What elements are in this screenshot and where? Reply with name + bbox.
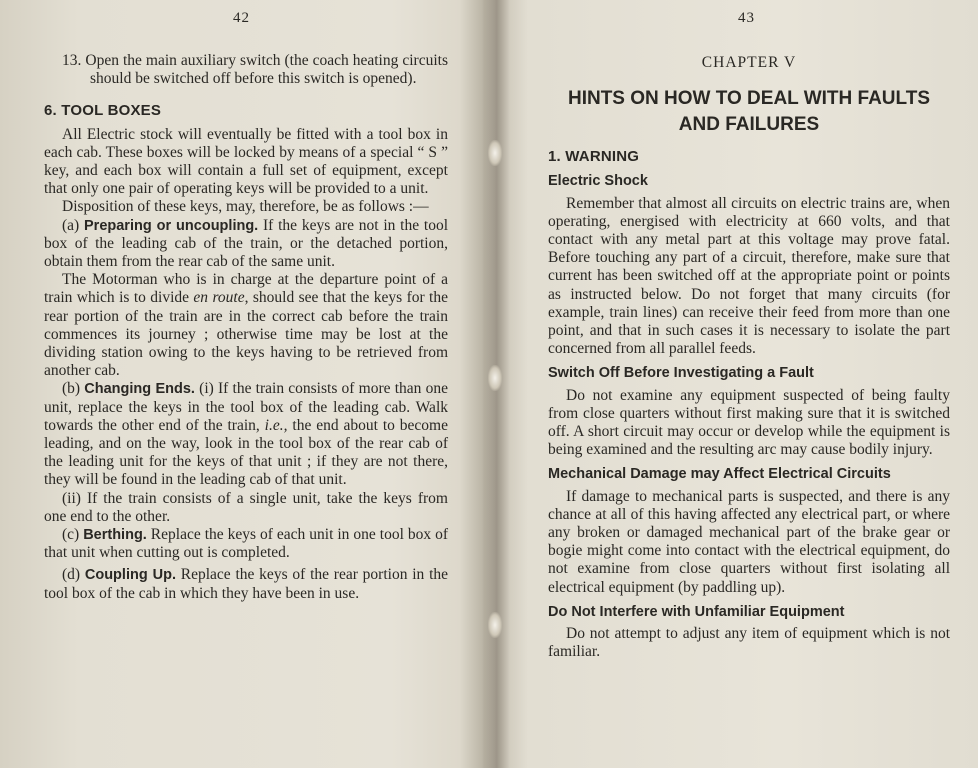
item-lead: Coupling Up. <box>84 567 176 584</box>
section-heading: 6. TOOL BOXES <box>44 102 162 120</box>
item-label: (d) <box>62 566 81 584</box>
item-13: 13. Open the main auxiliary switch (the coach heating circuits should be switched off before this switch is opened). <box>62 52 448 88</box>
chapter-title <box>548 86 950 138</box>
paragraph: Do not examine any equipment suspected of being faulty from close quarters without first making sure that it is switched off. A short circuit may occur or develop while the equipment is being examined and the resulting arc may cause bodily injury. <box>548 386 950 459</box>
subheading: Switch Off Before Investigating a Fault <box>548 365 814 382</box>
paragraph: Do not attempt to adjust any item of equipment which is not familiar. <box>548 625 950 661</box>
left-page <box>0 0 480 768</box>
item-label: (a) <box>62 216 80 234</box>
item-a <box>44 217 448 272</box>
text-run: , should see that the keys for the rear portion of the train are in the correct cab before the train commences its journey ; otherwise time may be lost at the dividing station owing to the keys having to be retrieved from another cab. <box>44 289 448 380</box>
right-page <box>510 0 978 768</box>
paragraph <box>44 271 448 380</box>
item-c <box>44 526 448 562</box>
item-label: (b) <box>62 380 81 398</box>
item-text: If the keys are not in the tool box of the leading cab of the train, or the detached portion, obtain them from the rear cab of the same unit. <box>44 216 448 271</box>
paragraph: All Electric stock will eventually be fitted with a tool box in each cab. These boxes will be locked by means of a special “ S ” key, and each box will contain a full set of equipment, except that only one pair of operating keys will be provided to a unit. <box>44 125 448 198</box>
paragraph: Disposition of these keys, may, therefore, be as follows :— <box>62 198 429 216</box>
item-text: (i) If the train consists of more than one unit, replace the keys in the tool box of the leading cab. Walk towards the other end of the train, <box>44 380 448 434</box>
subheading: Electric Shock <box>548 173 648 190</box>
item-d <box>44 566 448 602</box>
paragraph: If damage to mechanical parts is suspected, and there is any chance at all of this having affected any electrical part, or where any broken or damaged mechanical part of the brake gear or bogie might come into contact with the electrical equipment, do not examine from close quarters without first isolating all electrical equipment (by paddling up). <box>548 487 950 596</box>
item-b-ii: (ii) If the train consists of a single unit, take the keys from one end to the other. <box>44 489 448 525</box>
chapter-label: CHAPTER V <box>701 54 797 71</box>
section-heading: 1. WARNING <box>548 148 640 166</box>
paragraph: Remember that almost all circuits on electric trains are, when operating, energised with electricity at 660 volts, and that contact with any metal part at this voltage may prove fatal. Before touching any part of a circuit, therefore, make sure that current has been switched off at the appropriate point or points as instructed below. Do not forget that many circuits (for example, train lines) can receive their feed from more than one point, and that in such cases it is necessary to isolate the part concerned from all parallel feeds. <box>548 194 950 358</box>
binding-stitch <box>488 612 502 638</box>
subheading: Mechanical Damage may Affect Electrical Circuits <box>548 466 891 483</box>
left-page-text <box>44 52 448 603</box>
item-lead: Berthing. <box>83 527 147 544</box>
item-lead: Changing Ends. <box>84 381 195 398</box>
chapter-title-line: HINTS ON HOW TO DEAL WITH FAULTS <box>567 88 931 110</box>
subheading: Do Not Interfere with Unfamiliar Equipment <box>548 603 845 620</box>
page-number: 43 <box>738 10 755 26</box>
chapter-title-line: AND FAILURES <box>678 114 820 136</box>
item-text: the end about to become leading, and on the way, look in the tool box of the rear cab of the leading unit for the keys of that unit ; if they are not there, they will be found in the leading cab of that unit. <box>44 416 448 489</box>
text-run: The Motorman who is in charge at the departure point of a train which is to divide <box>44 271 448 307</box>
italic-text: i.e., <box>264 416 288 434</box>
binding-stitch <box>488 140 502 166</box>
binding-stitch <box>488 365 502 391</box>
item-text: Replace the keys of the rear portion in the tool box of the cab in which they have been in use. <box>44 566 448 602</box>
page-number: 42 <box>233 10 250 26</box>
item-lead: Preparing or uncoupling. <box>84 217 259 234</box>
italic-text: en route <box>193 289 245 307</box>
right-page-text <box>548 50 950 661</box>
item-text: Replace the keys of each unit in one tool box of that unit when cutting out is completed. <box>44 526 448 562</box>
item-label: (c) <box>62 526 80 544</box>
item-b <box>44 380 448 489</box>
